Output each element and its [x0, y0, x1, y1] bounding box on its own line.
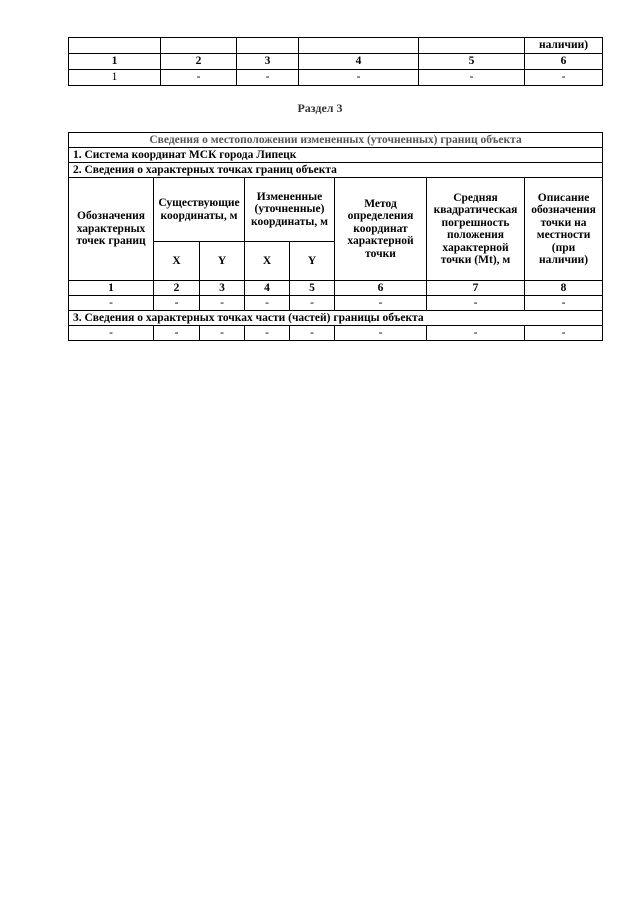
header-description: Описание обозначения точки на местности (при наличии) — [525, 178, 603, 281]
part-heading: 3. Сведения о характерных точках части (частей) границы объекта — [69, 311, 603, 326]
header-existing-x: X — [154, 242, 200, 281]
table-title: Сведения о местоположении измененных (уточненных) границ объекта — [69, 133, 603, 148]
header-designation: Обозначения характерных точек границ — [69, 178, 154, 281]
table-row: 1 - - - - - — [69, 70, 603, 86]
points-heading: 2. Сведения о характерных точках границ объекта — [69, 163, 603, 178]
section-title: Раздел 3 — [297, 101, 343, 115]
continued-table — [68, 37, 603, 86]
header-existing-y: Y — [200, 242, 245, 281]
header-tail-text: наличии) — [525, 38, 603, 54]
table-row: - - - - - - - - — [69, 296, 603, 311]
table-row: - - - - - - - - — [69, 326, 603, 341]
column-numbers-row: 1 2 3 4 5 6 7 8 — [69, 281, 603, 296]
boundary-points-table — [68, 132, 603, 341]
header-row — [69, 178, 603, 242]
coord-system-row — [69, 148, 603, 163]
table-title-row — [69, 133, 603, 148]
header-changed-coords: Измененные (уточненные) координаты, м — [245, 178, 335, 242]
header-method: Метод определения координат характерной точки — [335, 178, 427, 281]
coord-system-text: 1. Система координат МСК города Липецк — [69, 148, 603, 163]
column-numbers-row: 1 2 3 4 5 6 — [69, 54, 603, 70]
part-heading-row — [69, 311, 603, 326]
points-heading-row — [69, 163, 603, 178]
header-existing-coords: Существующие координаты, м — [154, 178, 245, 242]
header-changed-y: Y — [290, 242, 335, 281]
table-row — [69, 38, 603, 54]
header-changed-x: X — [245, 242, 290, 281]
header-error: Средняя квадратическая погрешность положения характерной точки (Mt), м — [427, 178, 525, 281]
